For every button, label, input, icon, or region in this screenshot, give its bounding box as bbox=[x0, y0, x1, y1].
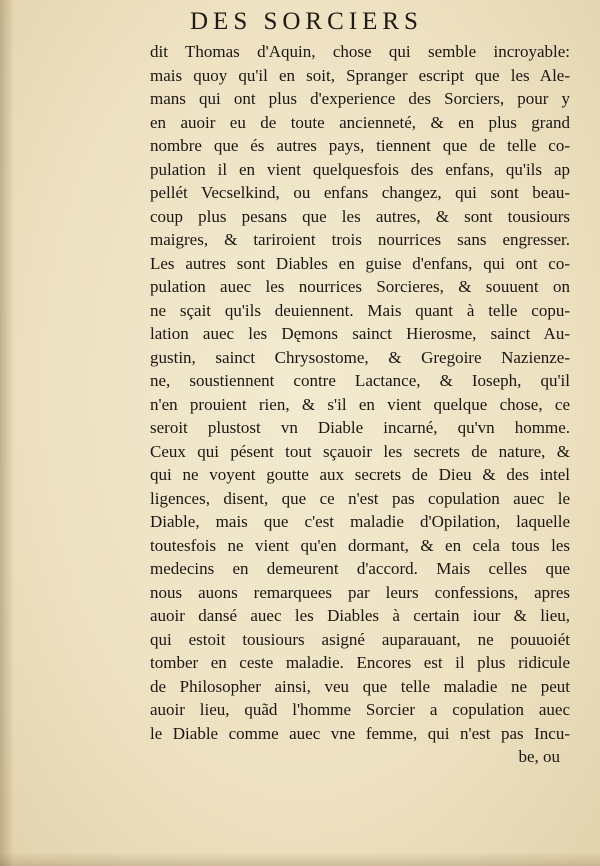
text-line: pulation il en vient quelquesfois des enfans, qu'ils ap bbox=[150, 159, 570, 179]
text-line: qui estoit tousiours asigné auparauant, ne pouuoiét bbox=[150, 629, 570, 649]
text-line: gustin, sainct Chrysostome, & Gregoire Nazienze- bbox=[150, 347, 570, 367]
text-line: ligences, disent, que ce n'est pas copulation auec le bbox=[150, 488, 570, 508]
running-head: DES SORCIERS bbox=[190, 8, 423, 35]
text-line: ne sçait qu'ils deuiennent. Mais quant à telle copu- bbox=[150, 300, 570, 320]
text-line: pulation auec les nourrices Sorcieres, & souuent on bbox=[150, 277, 570, 296]
text-line: auoir lieu, quãd l'homme Sorcier a copulation auec bbox=[150, 700, 570, 719]
text-line: mans qui ont plus d'experience des Sorciers, pour y bbox=[150, 89, 570, 108]
text-line: mais quoy qu'il en soit, Spranger escript que les Ale- bbox=[150, 65, 570, 85]
text-line: Diable, mais que c'est maladie d'Opilation, laquelle bbox=[150, 512, 570, 531]
text-line: le Diable comme auec vne femme, qui n'est pas Incu- bbox=[150, 723, 570, 743]
text-line: n'en prouient rien, & s'il en vient quelque chose, ce bbox=[150, 394, 570, 414]
text-line: Les autres sont Diables en guise d'enfans, qui ont co- bbox=[150, 253, 570, 273]
text-line: lation auec les Dęmons sainct Hierosme, sainct Au- bbox=[150, 324, 570, 343]
text-line: qui ne voyent goutte aux secrets de Dieu & des intel bbox=[150, 465, 570, 484]
text-line: medecins en demeurent d'accord. Mais celles que bbox=[150, 559, 570, 578]
text-line: coup plus pesans que les autres, & sont tousiours bbox=[150, 206, 570, 226]
text-line: dit Thomas d'Aquin, chose qui semble incroyable: bbox=[150, 42, 570, 61]
text-line: auoir dansé auec les Diables à certain iour & lieu, bbox=[150, 606, 570, 625]
text-line: maigres, & tariroient trois nourrices sans engresser. bbox=[150, 230, 570, 249]
text-line: ne, soustiennent contre Lactance, & Ioseph, qu'il bbox=[150, 371, 570, 390]
gutter-shadow bbox=[0, 0, 14, 866]
body-text bbox=[150, 40, 570, 769]
text-line: de Philosopher ainsi, veu que telle maladie ne peut bbox=[150, 676, 570, 696]
text-line: toutesfois ne vient qu'en dormant, & en cela tous les bbox=[150, 535, 570, 555]
text-line: nombre que és autres pays, tiennent que de telle co- bbox=[150, 136, 570, 155]
text-line: pellét Vecselkind, ou enfans changez, qui sont beau- bbox=[150, 183, 570, 202]
text-line: Ceux qui pésent tout sçauoir les secrets de nature, & bbox=[150, 441, 570, 461]
text-line: tomber en ceste maladie. Encores est il plus ridicule bbox=[150, 653, 570, 672]
text-line: nous auons remarquees par leurs confessions, apres bbox=[150, 582, 570, 602]
text-line: en auoir eu de toute ancienneté, & en plus grand bbox=[150, 112, 570, 132]
bottom-edge-shadow bbox=[0, 852, 600, 866]
text-line: be, ou bbox=[518, 747, 560, 766]
text-line: seroit plustost vn Diable incarné, qu'vn homme. bbox=[150, 418, 570, 437]
